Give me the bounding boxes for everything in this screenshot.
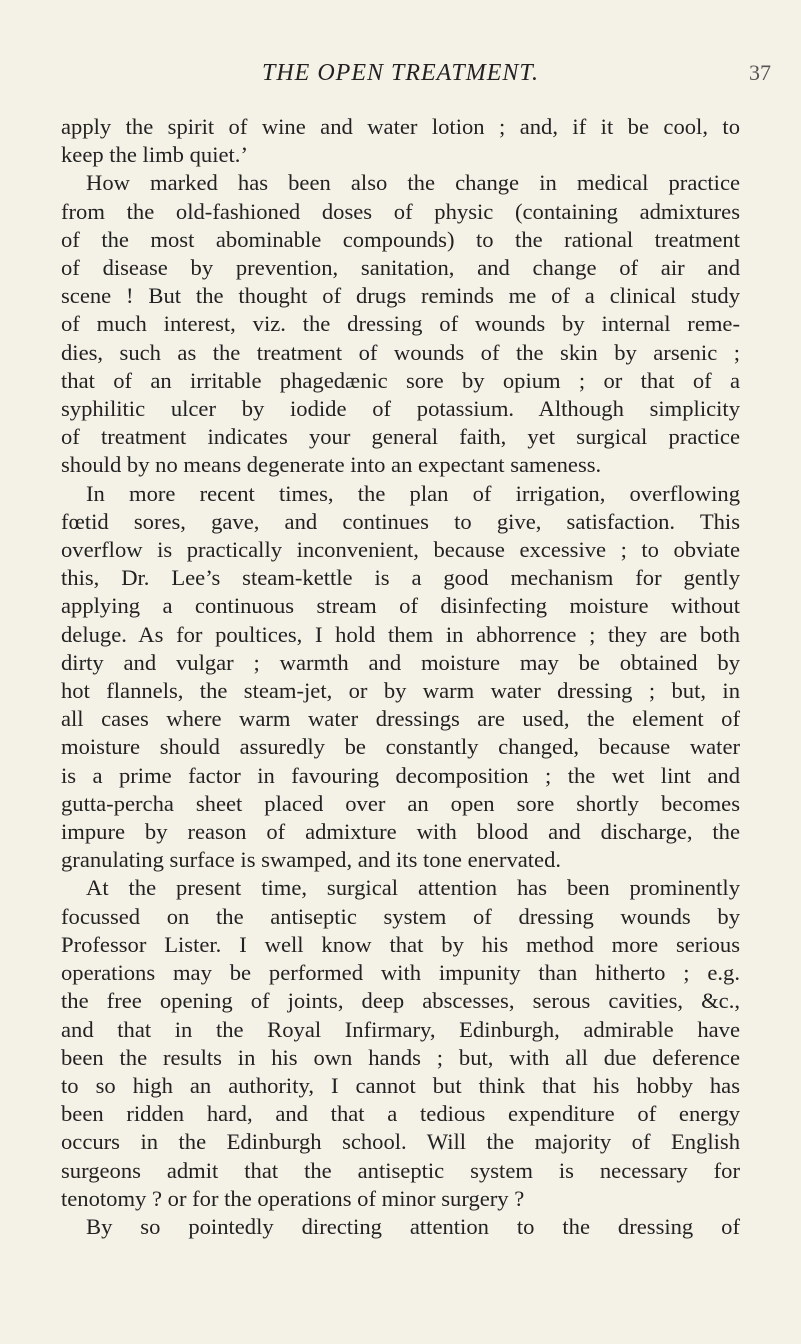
- text-line: surgeons admit that the antiseptic system is necessary for: [61, 1157, 740, 1183]
- text-line: focussed on the antiseptic system of dressing wounds by: [61, 903, 740, 929]
- text-line: of disease by prevention, sanitation, and change of air and: [61, 255, 740, 281]
- text-line: How marked has been also the change in medical practice: [86, 170, 740, 196]
- text-line: keep the limb quiet.’: [61, 142, 248, 168]
- text-line: of treatment indicates your general faith, yet surgical practice: [61, 424, 740, 450]
- text-line: apply the spirit of wine and water lotion ; and, if it be cool, to: [61, 114, 740, 139]
- text-line: syphilitic ulcer by iodide of potassium. Although simplicity: [61, 396, 740, 422]
- text-line: In more recent times, the plan of irrigation, overflowing: [86, 480, 740, 506]
- text-line: hot flannels, the steam-jet, or by warm water dressing ; but, in: [61, 678, 740, 704]
- text-line: been the results in his own hands ; but, with all due deference: [61, 1044, 740, 1070]
- text-line: tenotomy ? or for the operations of minor surgery ?: [61, 1185, 525, 1211]
- text-line: from the old-fashioned doses of physic (containing admixtures: [61, 198, 740, 224]
- text-line: applying a continuous stream of disinfecting moisture without: [61, 593, 740, 619]
- text-line: occurs in the Edinburgh school. Will the majority of English: [61, 1129, 740, 1155]
- text-line: this, Dr. Lee’s steam-kettle is a good mechanism for gently: [61, 565, 740, 591]
- text-line: overflow is practically inconvenient, because excessive ; to obviate: [61, 537, 740, 563]
- text-line: At the present time, surgical attention has been prominently: [86, 875, 740, 901]
- text-line: is a prime factor in favouring decomposition ; the wet lint and: [61, 762, 740, 788]
- text-line: operations may be performed with impunity than hitherto ; e.g.: [61, 960, 740, 986]
- text-line: should by no means degenerate into an expectant sameness.: [61, 452, 602, 478]
- text-line: of much interest, viz. the dressing of wounds by internal reme-: [61, 311, 740, 337]
- text-line: the free opening of joints, deep abscesses, serous cavities, &c.,: [61, 988, 740, 1014]
- text-line: scene ! But the thought of drugs reminds me of a clinical study: [61, 283, 740, 309]
- text-line: that of an irritable phagedænic sore by opium ; or that of a: [61, 367, 740, 393]
- text-line: dirty and vulgar ; warmth and moisture may be obtained by: [61, 649, 740, 675]
- text-line: and that in the Royal Infirmary, Edinburgh, admirable have: [61, 1016, 740, 1042]
- text-line: moisture should assuredly be constantly changed, because water: [61, 734, 740, 760]
- text-line: deluge. As for poultices, I hold them in abhorrence ; they are both: [61, 621, 740, 647]
- text-line: gutta-percha sheet placed over an open sore shortly becomes: [61, 790, 740, 816]
- text-line: been ridden hard, and that a tedious expenditure of energy: [61, 1101, 740, 1127]
- text-line: impure by reason of admixture with blood and discharge, the: [61, 819, 740, 845]
- text-line: all cases where warm water dressings are used, the element of: [61, 706, 740, 732]
- text-line: to so high an authority, I cannot but think that his hobby has: [61, 1072, 740, 1098]
- text-line: Professor Lister. I well know that by his method more serious: [61, 931, 740, 957]
- text-line: By so pointedly directing attention to the dressing of: [86, 1213, 740, 1239]
- body-text: [61, 113, 740, 1241]
- text-line: granulating surface is swamped, and its tone enervated.: [61, 847, 562, 873]
- page-header: [0, 60, 801, 90]
- text-line: fœtid sores, gave, and continues to give, satisfaction. This: [61, 508, 740, 534]
- page-number: 37: [749, 60, 771, 85]
- running-title: THE OPEN TREATMENT.: [261, 60, 539, 86]
- text-line: of the most abominable compounds) to the rational treatment: [61, 226, 740, 252]
- text-line: dies, such as the treatment of wounds of the skin by arsenic ;: [61, 339, 740, 365]
